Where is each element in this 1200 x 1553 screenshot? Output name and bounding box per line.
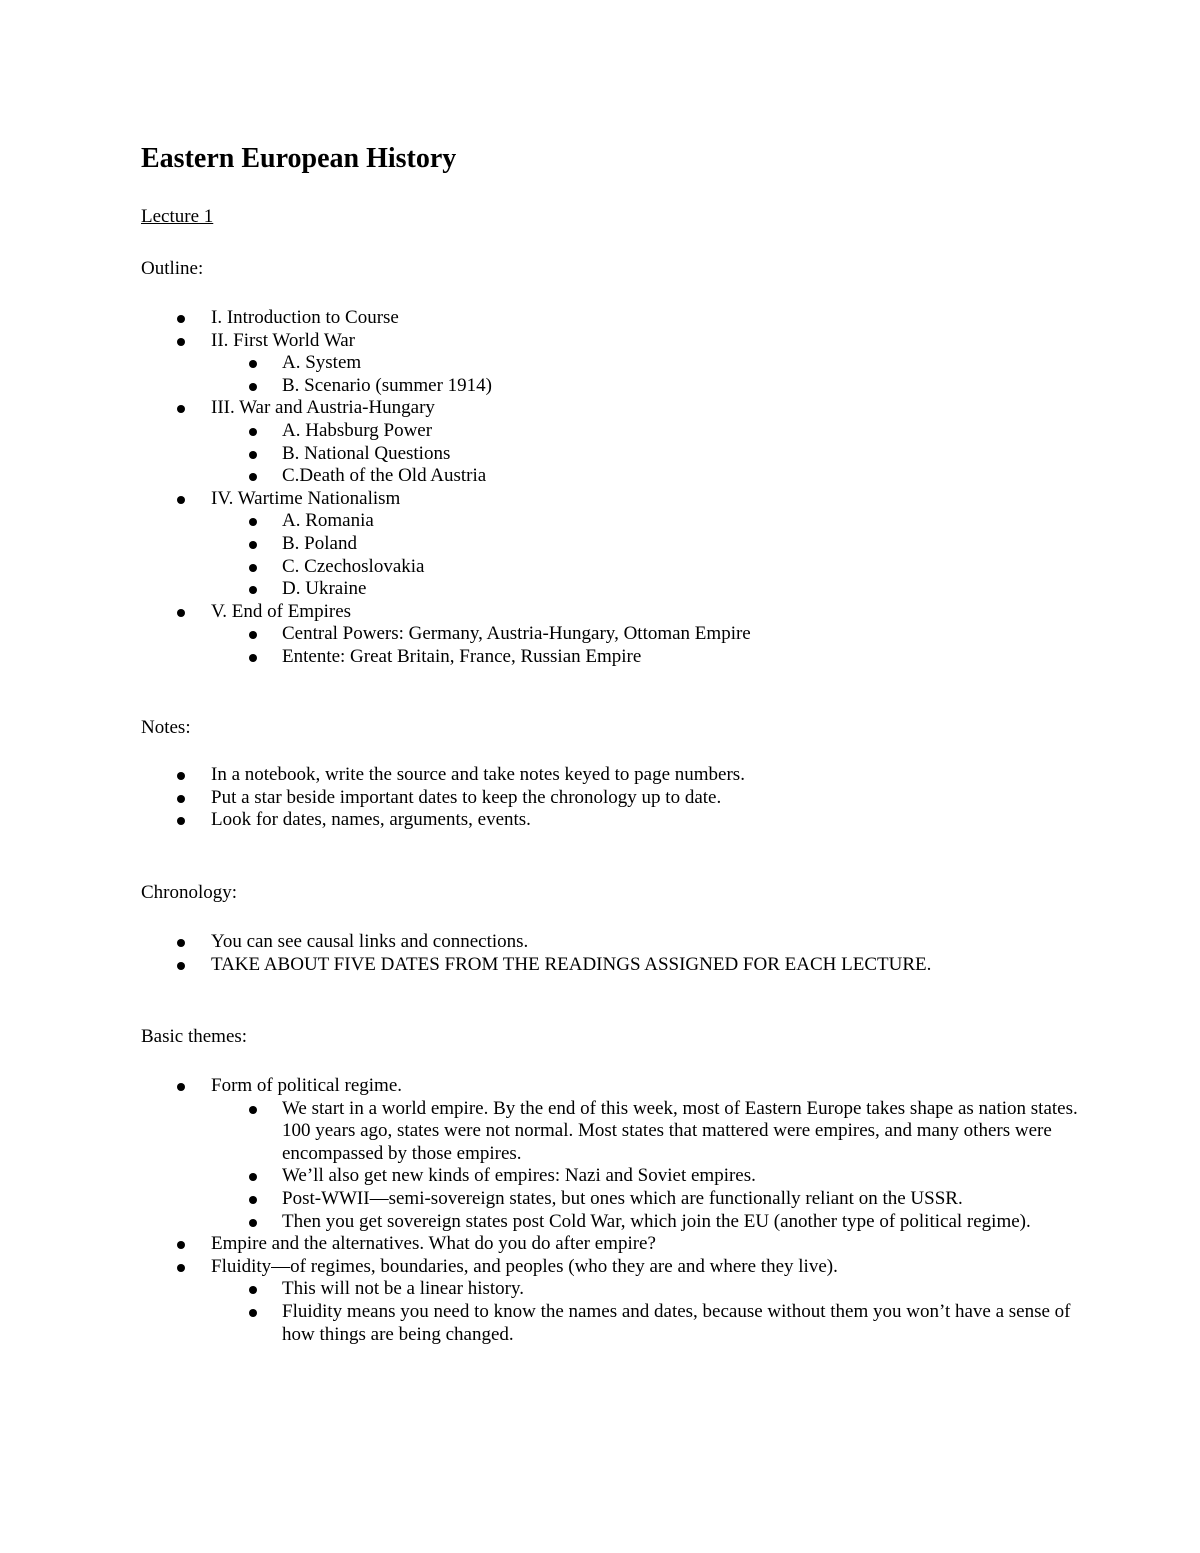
bullet-icon: [177, 315, 185, 323]
bullet-icon: [177, 609, 185, 617]
bullet-icon: [249, 564, 257, 572]
themes-list-item: [141, 1211, 1081, 1234]
bullet-icon: [249, 360, 257, 368]
outline-item-text: Central Powers: Germany, Austria-Hungary, Ottoman Empire: [282, 623, 751, 645]
outline-list-item: [141, 601, 1081, 624]
outline-list-item: [141, 646, 1081, 669]
bullet-icon: [177, 1241, 185, 1249]
bullet-icon: [177, 939, 185, 947]
outline-item-text: D. Ukraine: [282, 578, 367, 600]
themes-item-text: Form of political regime.: [211, 1075, 403, 1096]
chronology-item-text: You can see causal links and connections.: [211, 931, 529, 952]
notes-item-text: Put a star beside important dates to keep the chronology up to date.: [211, 786, 722, 808]
outline-list-item: [141, 330, 1081, 353]
outline-list-item: [141, 443, 1081, 466]
bullet-icon: [177, 405, 185, 413]
bullet-icon: [249, 383, 257, 391]
themes-list-item: [141, 1188, 1081, 1211]
outline-list-item: [141, 578, 1081, 601]
bullet-icon: [177, 1083, 185, 1091]
notes-list: [141, 764, 1081, 832]
bullet-icon: [249, 586, 257, 594]
chronology-list-item: [141, 954, 1081, 977]
outline-list: [141, 307, 1081, 669]
outline-item-text: III. War and Austria-Hungary: [211, 397, 435, 419]
bullet-icon: [249, 1196, 257, 1204]
notes-label: Notes:: [141, 717, 191, 738]
themes-list-item: [141, 1098, 1081, 1166]
bullet-icon: [249, 654, 257, 662]
bullet-icon: [249, 1106, 257, 1114]
notes-list-item: [141, 787, 1081, 810]
chronology-item-text: TAKE ABOUT FIVE DATES FROM THE READINGS ASSIGNED FOR EACH LECTURE.: [211, 953, 932, 975]
chronology-label: Chronology:: [141, 882, 238, 903]
bullet-icon: [177, 496, 185, 504]
bullet-icon: [177, 817, 185, 825]
outline-item-text: V. End of Empires: [211, 600, 352, 622]
bullet-icon: [177, 962, 185, 970]
outline-item-text: C.Death of the Old Austria: [282, 465, 487, 487]
notes-list-item: [141, 764, 1081, 787]
outline-list-item: [141, 375, 1081, 398]
bullet-icon: [249, 631, 257, 639]
outline-item-text: C. Czechoslovakia: [282, 555, 425, 577]
outline-item-text: A. Romania: [282, 510, 374, 532]
lecture-heading: Lecture 1: [141, 206, 214, 227]
notes-list-item: [141, 809, 1081, 832]
themes-label: Basic themes:: [141, 1026, 248, 1047]
bullet-icon: [177, 772, 185, 780]
notes-item-text: In a notebook, write the source and take notes keyed to page numbers.: [211, 764, 745, 785]
outline-item-text: II. First World War: [211, 329, 356, 351]
bullet-icon: [249, 541, 257, 549]
bullet-icon: [249, 1309, 257, 1317]
outline-list-item: [141, 465, 1081, 488]
themes-list-item: [141, 1165, 1081, 1188]
themes-list-item: [141, 1233, 1081, 1256]
themes-list-item: [141, 1278, 1081, 1301]
document-title: Eastern European History: [141, 143, 457, 174]
chronology-list-item: [141, 931, 1081, 954]
outline-list-item: [141, 307, 1081, 330]
bullet-icon: [249, 1286, 257, 1294]
themes-item-text: Empire and the alternatives. What do you do after empire?: [211, 1233, 656, 1255]
themes-list-item: [141, 1256, 1081, 1279]
outline-item-text: B. Poland: [282, 532, 357, 554]
outline-list-item: [141, 488, 1081, 511]
themes-item-text: We start in a world empire. By the end of this week, most of Eastern Europe takes shape as nation states. 100 years ago, states were not normal. Most states that mattered were empires, and many others were encompassed by those empires.: [282, 1097, 1078, 1164]
outline-list-item: [141, 533, 1081, 556]
themes-item-text: Fluidity—of regimes, boundaries, and peoples (who they are and where they live).: [211, 1255, 838, 1277]
outline-item-text: A. System: [282, 352, 362, 374]
outline-item-text: B. Scenario (summer 1914): [282, 374, 493, 396]
themes-item-text: Post-WWII—semi-sovereign states, but ones which are functionally reliant on the USSR.: [282, 1187, 963, 1209]
notes-item-text: Look for dates, names, arguments, events.: [211, 809, 531, 831]
bullet-icon: [249, 1173, 257, 1181]
outline-item-text: I. Introduction to Course: [211, 307, 399, 328]
bullet-icon: [249, 473, 257, 481]
bullet-icon: [177, 338, 185, 346]
outline-item-text: Entente: Great Britain, France, Russian Empire: [282, 645, 642, 667]
outline-list-item: [141, 510, 1081, 533]
themes-item-text: We’ll also get new kinds of empires: Nazi and Soviet empires.: [282, 1165, 756, 1187]
bullet-icon: [249, 1219, 257, 1227]
outline-item-text: IV. Wartime Nationalism: [211, 487, 401, 509]
bullet-icon: [177, 1264, 185, 1272]
themes-list-item: [141, 1301, 1081, 1346]
chronology-list: [141, 931, 1081, 976]
outline-list-item: [141, 420, 1081, 443]
themes-item-text: Fluidity means you need to know the names and dates, because without them you won’t have a sense of how things are being changed.: [282, 1300, 1071, 1345]
outline-list-item: [141, 352, 1081, 375]
outline-item-text: A. Habsburg Power: [282, 419, 433, 441]
themes-item-text: Then you get sovereign states post Cold War, which join the EU (another type of political regime).: [282, 1210, 1031, 1232]
themes-list-item: [141, 1075, 1081, 1098]
bullet-icon: [249, 428, 257, 436]
outline-list-item: [141, 397, 1081, 420]
outline-label: Outline:: [141, 258, 204, 279]
bullet-icon: [249, 451, 257, 459]
bullet-icon: [249, 518, 257, 526]
bullet-icon: [177, 795, 185, 803]
themes-list: [141, 1075, 1081, 1346]
themes-item-text: This will not be a linear history.: [282, 1278, 525, 1300]
outline-list-item: [141, 556, 1081, 579]
outline-list-item: [141, 623, 1081, 646]
outline-item-text: B. National Questions: [282, 442, 451, 464]
